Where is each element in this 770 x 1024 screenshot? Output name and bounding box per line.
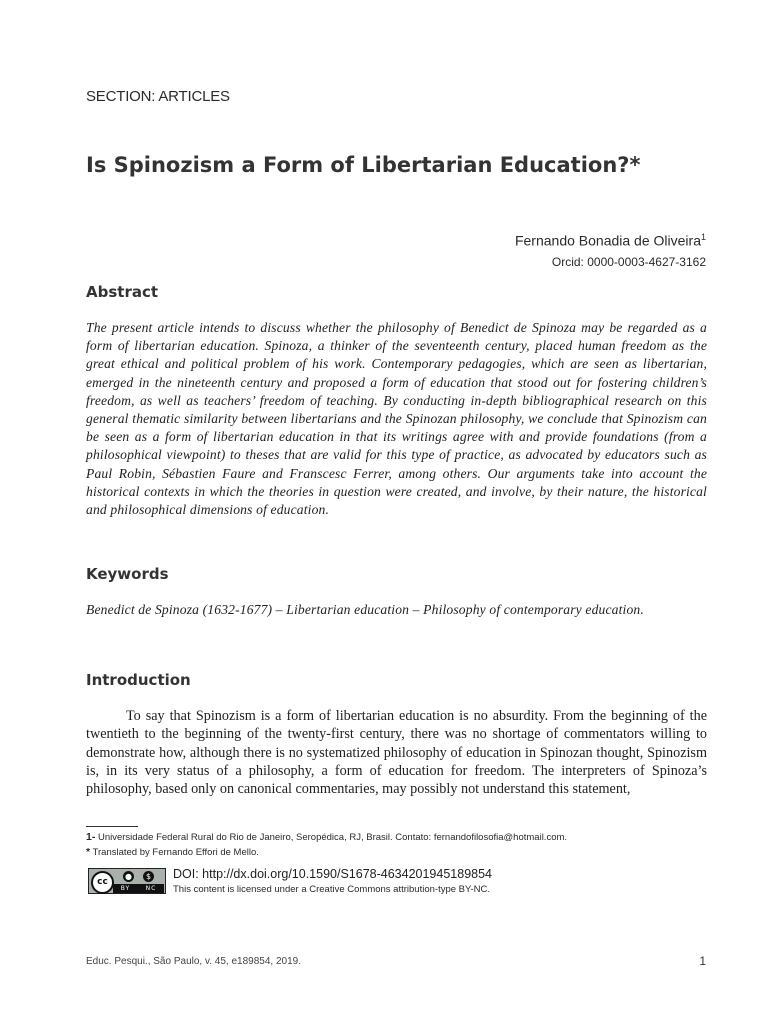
- footnote-text: Universidade Federal Rural do Rio de Janeiro, Seropédica, RJ, Brasil. Contato: fernandofilosofia@hotmail.com.: [97, 832, 568, 843]
- author-name: Fernando Bonadia de Oliveira: [514, 232, 701, 249]
- no-dollar-icon: $: [143, 871, 154, 882]
- author-orcid: Orcid: 0000-0003-4627-3162: [551, 255, 706, 269]
- cc-attribution-icons: [115, 870, 163, 884]
- license-text: This content is licensed under a Creative Commons attribution-type BY-NC.: [173, 884, 490, 895]
- cc-nc-label: NC: [145, 885, 157, 892]
- introduction-heading: Introduction: [86, 671, 191, 689]
- abstract-heading: Abstract: [86, 283, 159, 301]
- cc-circle-icon: cc: [91, 871, 114, 894]
- cc-by-label: BY: [120, 885, 131, 892]
- doi-link[interactable]: DOI: http://dx.doi.org/10.1590/S1678-4634201945189854: [173, 867, 493, 881]
- footnote-affiliation: [86, 831, 567, 843]
- creative-commons-by-nc-icon[interactable]: [88, 868, 166, 894]
- author-line: [515, 232, 706, 249]
- keywords-heading: Keywords: [86, 565, 169, 583]
- keywords-text: Benedict de Spinoza (1632-1677) – Libertarian education – Philosophy of contemporary education.: [86, 602, 644, 617]
- introduction-text: To say that Spinozism is a form of libertarian education is no absurdity. From the beginning of the twentieth to the beginning of the twenty-first century, there was no shortage of commentators willing to demonstrate how, although there is no systematized philosophy of education in Spinozan thought, Spinozism is, in its very status of a philosophy, a form of education for freedom. The interpreters of Spinoza’s philosophy, based only on canonical commentaries, may possibly not understand this statement,: [86, 708, 707, 798]
- section-label: SECTION: ARTICLES: [86, 88, 230, 105]
- abstract-text: The present article intends to discuss whether the philosophy of Benedict de Spinoza may be regarded as a form of libertarian education. Spinoza, a thinker of the seventeenth century, placed human freedom as the great ethical and political problem of his work. Contemporary pedagogies, which are seen as libertarian, emerged in the nineteenth century and proposed a form of education that stood out for fostering children’s freedom, as well as teachers’ freedom of teaching. By conducting in-depth bibliographical research on this general thematic similarity between libertarians and the Spinozan philosophy, we conclude that Spinozism can be seen as a form of libertarian education in that its writings agree with and provide foundations (from a philosophical viewpoint) to theses that are valid for this type of practice, as advocated by educators such as Paul Robin, Sébastien Faure and Franscesc Ferrer, among others. Our arguments take into account the historical contexts in which the theories in question were created, and involve, by their nature, the historical and philosophical dimensions of education.: [86, 320, 707, 518]
- footnote-marker: *: [86, 846, 91, 858]
- footnote-rule: [86, 826, 138, 827]
- footnote-translation: [86, 846, 259, 858]
- page-number: 1: [699, 954, 706, 968]
- cc-license-strip: [113, 884, 164, 893]
- author-footnote-marker: 1: [700, 232, 706, 242]
- journal-citation: Educ. Pesqui., São Paulo, v. 45, e189854, 2019.: [86, 956, 301, 967]
- article-title: Is Spinozism a Form of Libertarian Education?*: [86, 153, 641, 177]
- person-icon: ●: [123, 871, 134, 882]
- footnote-marker: 1-: [86, 831, 96, 843]
- footnote-text: Translated by Fernando Effori de Mello.: [92, 847, 259, 858]
